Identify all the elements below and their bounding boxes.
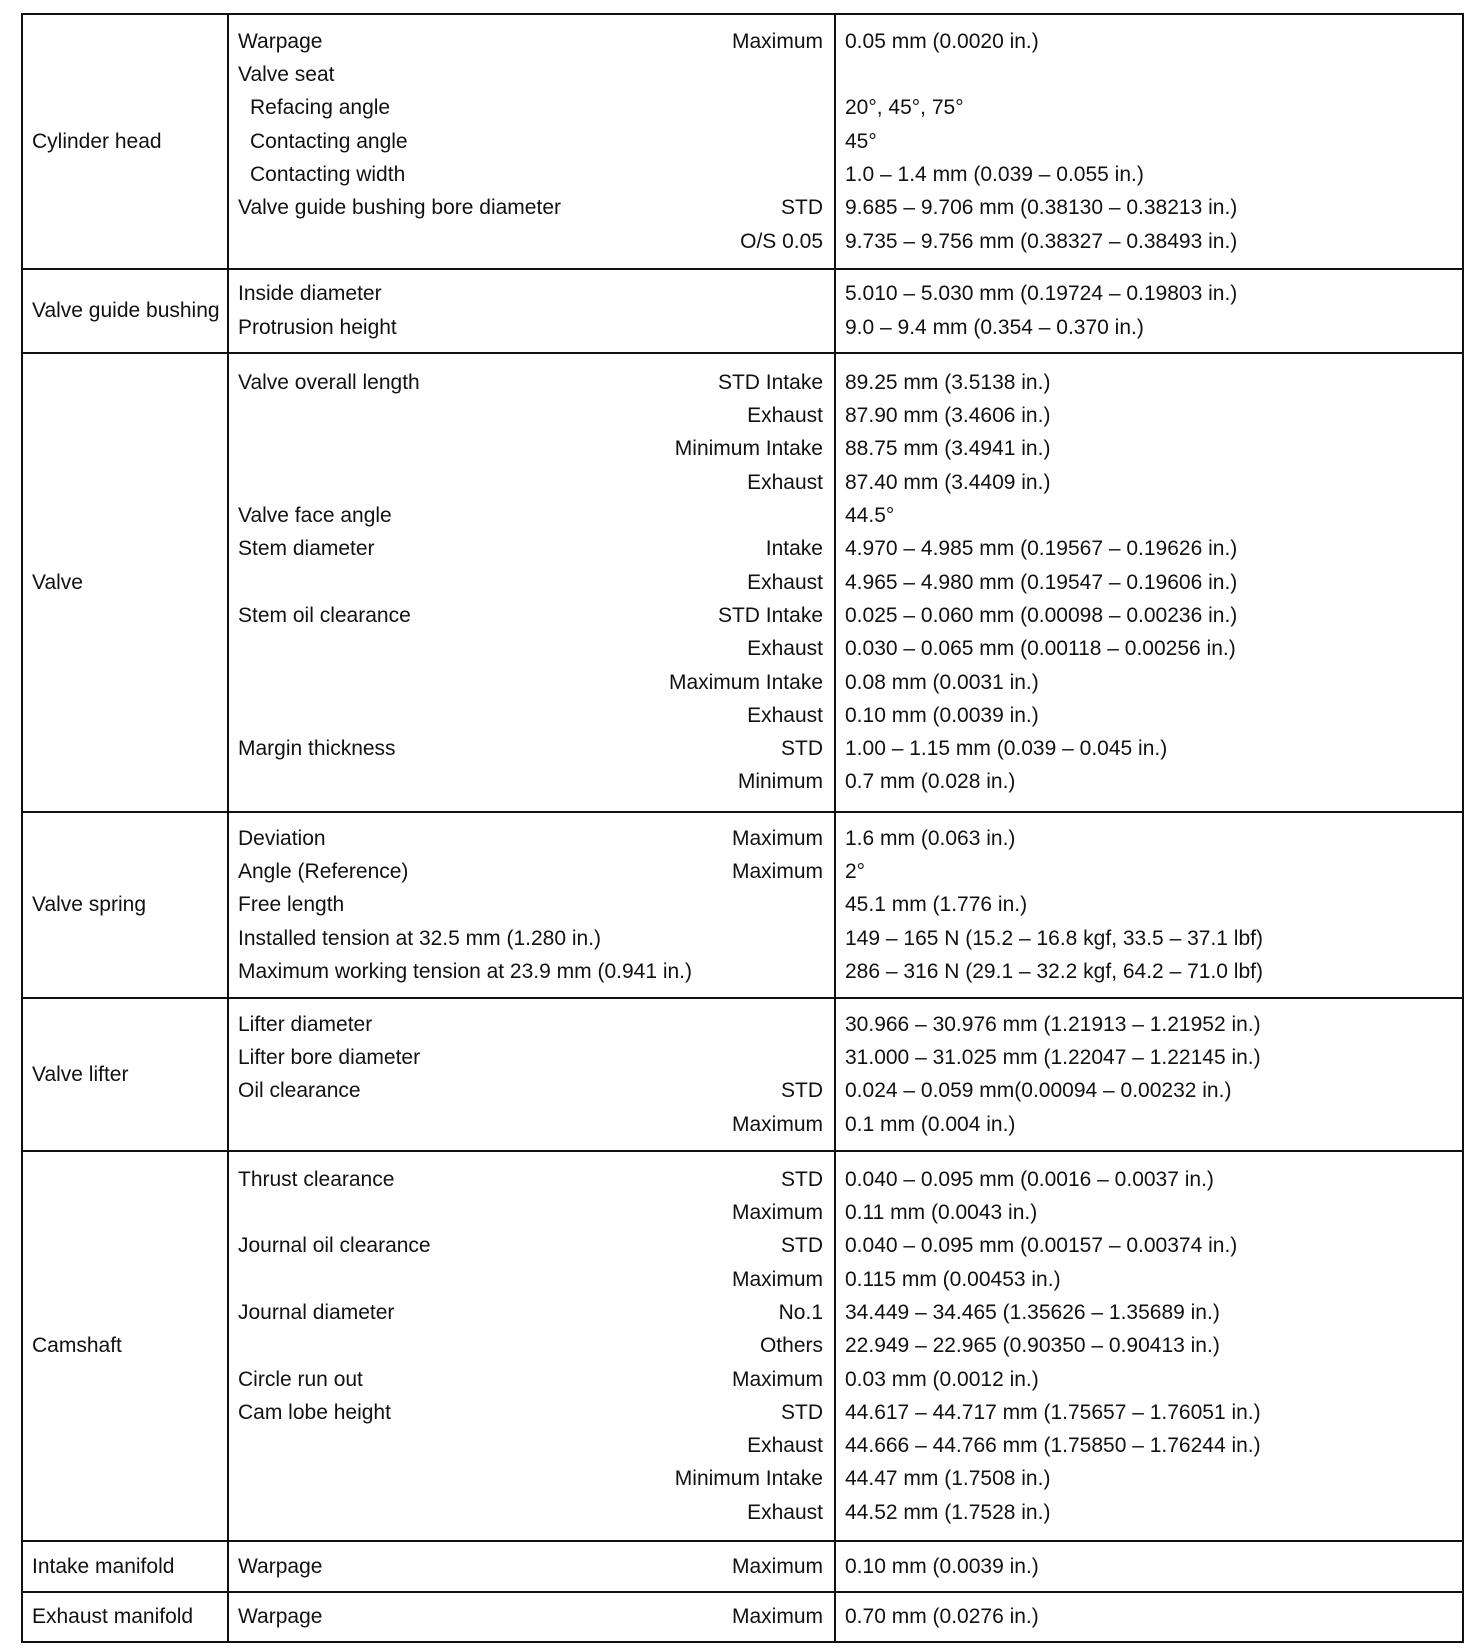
spec-line [229, 25, 834, 58]
spec-condition: STD [781, 1400, 823, 1424]
spec-line [229, 855, 834, 888]
spec-value: 34.449 – 34.465 (1.35626 – 1.35689 in.) [845, 1300, 1220, 1324]
spec-label: Valve face angle [238, 504, 392, 528]
spec-line [229, 666, 834, 699]
spec-label: Refacing angle [250, 96, 391, 120]
spec-label: Margin thickness [238, 737, 396, 761]
spec-label: Lifter bore diameter [238, 1046, 421, 1070]
spec-value: 0.7 mm (0.028 in.) [845, 770, 1016, 794]
spec-line [229, 732, 834, 765]
spec-value: 44.47 mm (1.7508 in.) [845, 1467, 1051, 1491]
spec-label: Circle run out [238, 1367, 363, 1391]
spec-condition: Exhaust [747, 570, 823, 594]
spec-group-row [22, 1151, 1463, 1542]
spec-table [21, 13, 1464, 1643]
spec-condition: STD [781, 737, 823, 761]
spec-item-cell [228, 998, 835, 1150]
spec-line [229, 1108, 834, 1141]
spec-value: 0.1 mm (0.004 in.) [845, 1112, 1016, 1136]
spec-item-cell [228, 353, 835, 812]
spec-condition: STD [781, 1079, 823, 1103]
spec-condition: Maximum [731, 1201, 823, 1225]
spec-condition: Maximum [731, 29, 823, 53]
spec-value-cell [835, 269, 1463, 353]
spec-line [229, 1196, 834, 1229]
spec-value: 44.666 – 44.766 mm (1.75850 – 1.76244 in.) [845, 1434, 1261, 1458]
spec-value: 44.617 – 44.717 mm (1.75657 – 1.76051 in.) [845, 1400, 1261, 1424]
spec-value: 0.040 – 0.095 mm (0.00157 – 0.00374 in.) [845, 1234, 1238, 1258]
spec-value: 5.010 – 5.030 mm (0.19724 – 0.19803 in.) [845, 282, 1238, 306]
spec-group-row [22, 269, 1463, 353]
spec-line [229, 1496, 834, 1529]
spec-value: 0.11 mm (0.0043 in.) [845, 1201, 1038, 1225]
group-name: Valve lifter [22, 998, 228, 1150]
spec-value: 20°, 45°, 75° [845, 96, 964, 120]
spec-line [229, 1363, 834, 1396]
spec-value: 2° [845, 859, 866, 883]
spec-value: 0.03 mm (0.0012 in.) [845, 1367, 1039, 1391]
spec-line [229, 1462, 834, 1495]
spec-label: Valve guide bushing bore diameter [238, 196, 561, 220]
spec-group-row [22, 1592, 1463, 1642]
spec-line [229, 1041, 834, 1074]
spec-line [229, 225, 834, 258]
spec-label: Stem diameter [238, 537, 375, 561]
spec-value: 44.52 mm (1.7528 in.) [845, 1500, 1051, 1524]
spec-value-cell [835, 353, 1463, 812]
spec-condition: Exhaust [747, 1434, 823, 1458]
spec-value-cell [835, 812, 1463, 998]
spec-label: Protrusion height [238, 315, 397, 339]
spec-line [229, 1008, 834, 1041]
spec-condition: STD [781, 1167, 823, 1191]
spec-value: 4.965 – 4.980 mm (0.19547 – 0.19606 in.) [845, 570, 1238, 594]
spec-label: Stem oil clearance [238, 603, 411, 627]
spec-item-cell [228, 1592, 835, 1642]
spec-value: 22.949 – 22.965 (0.90350 – 0.90413 in.) [845, 1334, 1220, 1358]
spec-line [229, 822, 834, 855]
spec-value: 87.40 mm (3.4409 in.) [845, 470, 1051, 494]
spec-line [229, 532, 834, 565]
spec-label: Maximum working tension at 23.9 mm (0.941 in.) [238, 959, 693, 983]
spec-item-cell [228, 1541, 835, 1591]
spec-condition: Intake [765, 537, 823, 561]
spec-group-row [22, 812, 1463, 998]
spec-value: 0.025 – 0.060 mm (0.00098 – 0.00236 in.) [845, 603, 1238, 627]
spec-line [229, 466, 834, 499]
spec-line [229, 1329, 834, 1362]
spec-table-body [22, 14, 1463, 1642]
spec-group-row [22, 998, 1463, 1150]
spec-line [229, 1229, 834, 1262]
spec-line [229, 1263, 834, 1296]
spec-value: 149 – 165 N (15.2 – 16.8 kgf, 33.5 – 37.1 lbf) [845, 926, 1263, 950]
spec-label: Free length [238, 893, 345, 917]
spec-line [229, 632, 834, 665]
spec-line [229, 366, 834, 399]
spec-condition: Maximum Intake [668, 670, 823, 694]
spec-value-cell [835, 14, 1463, 269]
spec-label: Contacting width [250, 162, 406, 186]
spec-item-cell [228, 14, 835, 269]
spec-condition: Minimum Intake [674, 1467, 823, 1491]
spec-condition: O/S 0.05 [740, 229, 823, 253]
spec-line [229, 922, 834, 955]
spec-label: Valve seat [238, 63, 335, 87]
spec-label: Contacting angle [250, 129, 408, 153]
group-name: Cylinder head [22, 14, 228, 269]
spec-line [229, 399, 834, 432]
spec-value: 30.966 – 30.976 mm (1.21913 – 1.21952 in.) [845, 1012, 1261, 1036]
spec-line [229, 1550, 834, 1583]
spec-value-cell [835, 1541, 1463, 1591]
spec-value: 1.6 mm (0.063 in.) [845, 826, 1016, 850]
spec-condition: Exhaust [747, 404, 823, 428]
spec-value: 9.735 – 9.756 mm (0.38327 – 0.38493 in.) [845, 229, 1238, 253]
spec-line [229, 955, 834, 988]
spec-item-cell [228, 269, 835, 353]
spec-line [229, 58, 834, 91]
spec-value: 89.25 mm (3.5138 in.) [845, 370, 1051, 394]
spec-label: Cam lobe height [238, 1400, 391, 1424]
spec-line [229, 1600, 834, 1633]
spec-line [229, 499, 834, 532]
spec-value: 0.115 mm (0.00453 in.) [845, 1267, 1061, 1291]
spec-value: 87.90 mm (3.4606 in.) [845, 404, 1051, 428]
group-name: Camshaft [22, 1151, 228, 1542]
spec-line [229, 888, 834, 921]
spec-condition: Minimum [737, 770, 823, 794]
spec-line [229, 1296, 834, 1329]
spec-line [229, 191, 834, 224]
spec-line [229, 158, 834, 191]
spec-value [836, 58, 1462, 91]
spec-condition: STD Intake [717, 370, 823, 394]
spec-value: 4.970 – 4.985 mm (0.19567 – 0.19626 in.) [845, 537, 1238, 561]
spec-value: 0.10 mm (0.0039 in.) [845, 703, 1039, 727]
spec-condition: Exhaust [747, 637, 823, 661]
spec-condition: No.1 [778, 1300, 823, 1324]
spec-label: Lifter diameter [238, 1012, 373, 1036]
spec-value: 0.05 mm (0.0020 in.) [845, 29, 1039, 53]
spec-condition: STD Intake [717, 603, 823, 627]
spec-line [229, 1429, 834, 1462]
spec-item-cell [228, 1151, 835, 1542]
spec-label: Inside diameter [238, 282, 382, 306]
spec-line [229, 432, 834, 465]
spec-condition: STD [781, 196, 823, 220]
spec-label: Journal oil clearance [238, 1234, 431, 1258]
spec-line [229, 277, 834, 310]
spec-value: 286 – 316 N (29.1 – 32.2 kgf, 64.2 – 71.0 lbf) [845, 959, 1263, 983]
spec-value: 45.1 mm (1.776 in.) [845, 893, 1028, 917]
spec-value: 0.70 mm (0.0276 in.) [845, 1605, 1039, 1629]
spec-value-cell [835, 998, 1463, 1150]
spec-line [229, 1074, 834, 1107]
spec-line [229, 699, 834, 732]
spec-label: Warpage [238, 1605, 323, 1629]
group-name: Valve guide bushing [22, 269, 228, 353]
spec-line [229, 1396, 834, 1429]
spec-value: 9.0 – 9.4 mm (0.354 – 0.370 in.) [845, 315, 1144, 339]
spec-value: 31.000 – 31.025 mm (1.22047 – 1.22145 in.) [845, 1046, 1261, 1070]
spec-label: Deviation [238, 826, 326, 850]
spec-line [229, 311, 834, 344]
spec-label: Oil clearance [238, 1079, 361, 1103]
spec-value: 0.024 – 0.059 mm(0.00094 – 0.00232 in.) [845, 1079, 1232, 1103]
spec-value: 0.08 mm (0.0031 in.) [845, 670, 1039, 694]
spec-line [229, 599, 834, 632]
group-name: Intake manifold [22, 1541, 228, 1591]
spec-value: 1.0 – 1.4 mm (0.039 – 0.055 in.) [845, 162, 1144, 186]
spec-value: 45° [845, 129, 877, 153]
spec-value: 0.040 – 0.095 mm (0.0016 – 0.0037 in.) [845, 1167, 1214, 1191]
spec-condition: Maximum [731, 1367, 823, 1391]
spec-condition: Maximum [731, 1554, 823, 1578]
spec-value: 44.5° [845, 504, 895, 528]
spec-value: 0.10 mm (0.0039 in.) [845, 1554, 1039, 1578]
spec-condition: Maximum [731, 826, 823, 850]
group-name: Valve spring [22, 812, 228, 998]
spec-condition: Others [759, 1334, 823, 1358]
spec-label: Installed tension at 32.5 mm (1.280 in.) [238, 926, 602, 950]
group-name: Valve [22, 353, 228, 812]
spec-label: Angle (Reference) [238, 859, 409, 883]
spec-label: Valve overall length [238, 370, 420, 394]
spec-line [229, 566, 834, 599]
spec-group-row [22, 1541, 1463, 1591]
spec-value-cell [835, 1592, 1463, 1642]
spec-condition: Exhaust [747, 1500, 823, 1524]
spec-group-row [22, 353, 1463, 812]
spec-condition: Maximum [731, 859, 823, 883]
spec-condition: Minimum Intake [674, 437, 823, 461]
spec-value: 1.00 – 1.15 mm (0.039 – 0.045 in.) [845, 737, 1168, 761]
spec-value: 88.75 mm (3.4941 in.) [845, 437, 1051, 461]
spec-value-cell [835, 1151, 1463, 1542]
spec-value: 9.685 – 9.706 mm (0.38130 – 0.38213 in.) [845, 196, 1238, 220]
spec-condition: Maximum [731, 1267, 823, 1291]
spec-line [229, 1163, 834, 1196]
spec-label: Thrust clearance [238, 1167, 395, 1191]
spec-label: Warpage [238, 1554, 323, 1578]
spec-value: 0.030 – 0.065 mm (0.00118 – 0.00256 in.) [845, 637, 1236, 661]
spec-condition: Maximum [731, 1605, 823, 1629]
spec-item-cell [228, 812, 835, 998]
spec-line [229, 125, 834, 158]
spec-label: Warpage [238, 29, 323, 53]
group-name: Exhaust manifold [22, 1592, 228, 1642]
spec-condition: Exhaust [747, 470, 823, 494]
spec-line [229, 765, 834, 798]
spec-group-row [22, 14, 1463, 269]
spec-condition: Exhaust [747, 703, 823, 727]
spec-label: Journal diameter [238, 1300, 395, 1324]
spec-line [229, 91, 834, 124]
spec-condition: Maximum [731, 1112, 823, 1136]
spec-condition: STD [781, 1234, 823, 1258]
